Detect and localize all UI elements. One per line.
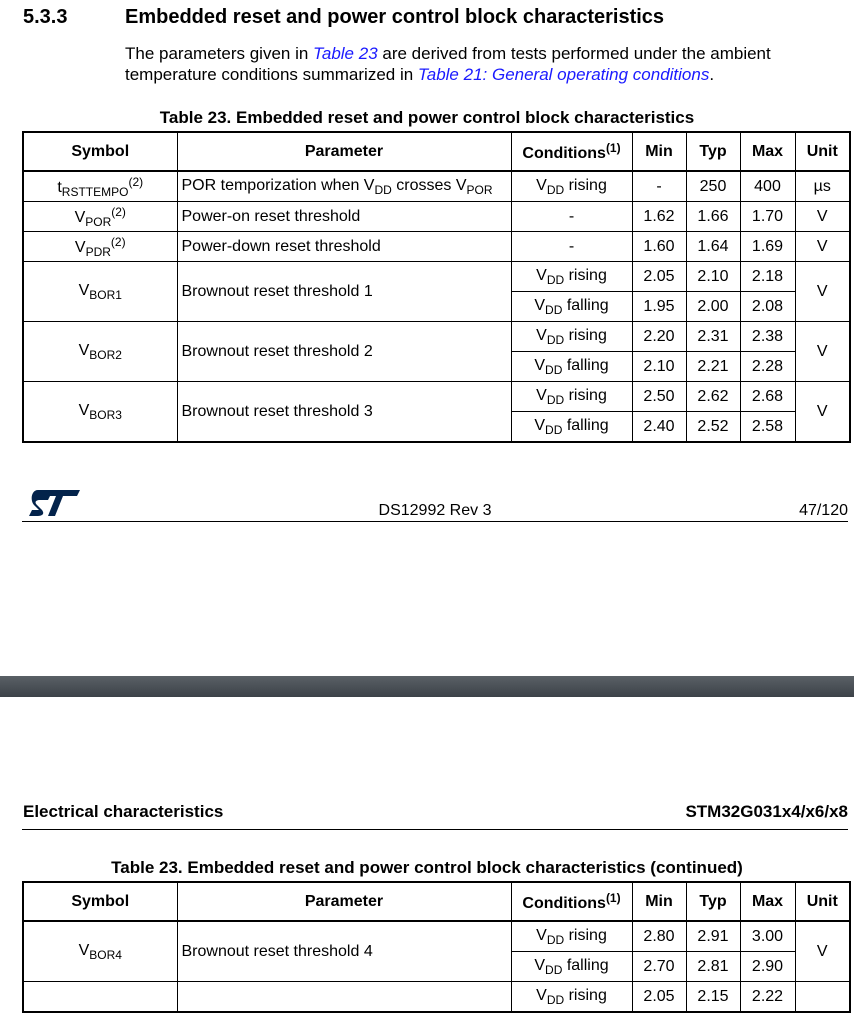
typ-cell: 2.15: [686, 982, 740, 1013]
condition-cell: [511, 952, 632, 982]
min-cell: 2.20: [632, 322, 686, 352]
unit-cell: V: [795, 382, 850, 443]
cond-base: V: [534, 356, 546, 374]
header-conditions-label: Conditions: [522, 144, 606, 162]
cond-base: V: [536, 386, 547, 404]
cond-base: V: [536, 326, 547, 344]
cond-base: V: [534, 956, 546, 974]
param-sub: POR: [466, 182, 493, 197]
symbol-base: V: [78, 941, 90, 959]
unit-cell: µs: [795, 171, 850, 202]
footnote-ref: (2): [110, 234, 126, 249]
table-header-row: [23, 882, 850, 921]
header-symbol: Symbol: [23, 882, 177, 921]
unit-cell: V: [795, 322, 850, 382]
typ-cell: 2.91: [686, 921, 740, 952]
symbol-cell: [23, 171, 177, 202]
characteristics-table-continued: [22, 881, 851, 1013]
condition-cell: [511, 982, 632, 1013]
symbol-cell: [23, 202, 177, 232]
min-cell: 2.05: [632, 982, 686, 1013]
cond-base: V: [534, 416, 546, 434]
header-min: Min: [632, 882, 686, 921]
cond-base: V: [534, 296, 546, 314]
condition-cell: -: [511, 202, 632, 232]
parameter-cell: Power-on reset threshold: [177, 202, 511, 232]
symbol-sub: BOR4: [89, 947, 122, 962]
footnote-ref: (2): [128, 174, 144, 189]
unit-cell: V: [795, 921, 850, 982]
cond-base: V: [536, 986, 547, 1004]
cond-text: rising: [564, 326, 607, 344]
cond-sub: DD: [545, 962, 563, 977]
symbol-sub: BOR3: [89, 407, 122, 422]
cond-sub: DD: [546, 932, 565, 947]
cond-sub: DD: [545, 302, 563, 317]
unit-cell: V: [795, 202, 850, 232]
condition-cell: [511, 171, 632, 202]
table-21-link[interactable]: Table 21: General operating conditions: [417, 65, 710, 84]
typ-cell: 2.00: [686, 292, 740, 322]
header-symbol: Symbol: [23, 132, 177, 171]
typ-cell: 2.81: [686, 952, 740, 982]
table-caption: Table 23. Embedded reset and power control block characteristics (continued): [111, 858, 743, 877]
cond-base: V: [536, 176, 547, 194]
condition-cell: [511, 921, 632, 952]
symbol-base: t: [57, 178, 62, 196]
footnote-ref: (1): [605, 140, 621, 155]
parameter-cell: Power-down reset threshold: [177, 232, 511, 262]
max-cell: 400: [740, 171, 795, 202]
symbol-sub: RSTTEMPO: [61, 184, 129, 199]
typ-cell: 2.31: [686, 322, 740, 352]
table-row: [23, 322, 850, 352]
intro-text: are derived from tests performed under the ambient temperature conditions summarized in: [125, 44, 771, 84]
param-sub: DD: [374, 182, 392, 197]
cond-sub: DD: [545, 362, 563, 377]
typ-cell: 2.10: [686, 262, 740, 292]
header-parameter: Parameter: [177, 882, 511, 921]
table-row: [23, 921, 850, 952]
table-23-link[interactable]: Table 23: [313, 44, 378, 63]
max-cell: 1.69: [740, 232, 795, 262]
condition-cell: [511, 262, 632, 292]
symbol-sub: POR: [85, 214, 112, 229]
min-cell: 2.40: [632, 412, 686, 443]
doc-id: DS12992 Rev 3: [378, 502, 492, 519]
max-cell: 2.08: [740, 292, 795, 322]
footnote-ref: (2): [111, 204, 126, 219]
min-cell: 2.50: [632, 382, 686, 412]
symbol-base: V: [74, 208, 86, 226]
table-row: [23, 982, 850, 1013]
symbol-cell: [23, 982, 177, 1013]
min-cell: 1.60: [632, 232, 686, 262]
condition-cell: [511, 382, 632, 412]
param-text: crosses V: [391, 176, 467, 194]
condition-cell: [511, 292, 632, 322]
min-cell: 2.80: [632, 921, 686, 952]
header-max: Max: [740, 882, 795, 921]
parameter-cell: [177, 982, 511, 1013]
intro-text: .: [709, 65, 715, 84]
table-caption: Table 23. Embedded reset and power control block characteristics: [159, 108, 695, 127]
header-unit: Unit: [795, 882, 850, 921]
page-header-left: Electrical characteristics: [23, 802, 224, 821]
symbol-base: V: [78, 281, 90, 299]
min-cell: 1.62: [632, 202, 686, 232]
min-cell: 2.05: [632, 262, 686, 292]
cond-base: V: [536, 926, 547, 944]
page-number: 47/120: [799, 502, 848, 519]
cond-text: rising: [564, 926, 607, 944]
condition-cell: [511, 322, 632, 352]
table-row: [23, 232, 850, 262]
cond-text: rising: [564, 386, 607, 404]
parameter-cell: Brownout reset threshold 2: [177, 322, 511, 382]
cond-text: falling: [562, 356, 609, 374]
symbol-cell: [23, 262, 177, 322]
min-cell: 2.10: [632, 352, 686, 382]
table-row: [23, 382, 850, 412]
cond-sub: DD: [546, 332, 565, 347]
unit-cell: V: [795, 262, 850, 322]
typ-cell: 1.66: [686, 202, 740, 232]
symbol-sub: BOR2: [89, 347, 122, 362]
section-title: Embedded reset and power control block characteristics: [125, 6, 665, 28]
max-cell: 2.58: [740, 412, 795, 443]
typ-cell: 2.52: [686, 412, 740, 443]
max-cell: 1.70: [740, 202, 795, 232]
typ-cell: 2.21: [686, 352, 740, 382]
cond-sub: DD: [546, 272, 565, 287]
max-cell: 2.68: [740, 382, 795, 412]
header-unit: Unit: [795, 132, 850, 171]
unit-cell: [795, 982, 850, 1013]
footer-rule: [22, 521, 848, 522]
condition-cell: -: [511, 232, 632, 262]
max-cell: 3.00: [740, 921, 795, 952]
page-header-right: STM32G031x4/x6/x8: [685, 802, 848, 821]
min-cell: 1.95: [632, 292, 686, 322]
cond-text: rising: [564, 986, 607, 1004]
max-cell: 2.90: [740, 952, 795, 982]
cond-sub: DD: [546, 182, 565, 197]
header-min: Min: [632, 132, 686, 171]
header-typ: Typ: [686, 882, 740, 921]
parameter-cell: Brownout reset threshold 1: [177, 262, 511, 322]
max-cell: 2.38: [740, 322, 795, 352]
max-cell: 2.22: [740, 982, 795, 1013]
symbol-base: V: [78, 401, 90, 419]
header-max: Max: [740, 132, 795, 171]
table-row: [23, 262, 850, 292]
typ-cell: 1.64: [686, 232, 740, 262]
typ-cell: 250: [686, 171, 740, 202]
symbol-sub: PDR: [85, 244, 111, 259]
unit-cell: V: [795, 232, 850, 262]
cond-text: falling: [562, 296, 609, 314]
symbol-cell: [23, 232, 177, 262]
cond-sub: DD: [546, 392, 565, 407]
header-conditions-label: Conditions: [522, 894, 606, 912]
section-number: 5.3.3: [23, 6, 68, 28]
condition-cell: [511, 412, 632, 443]
symbol-cell: [23, 382, 177, 443]
header-rule: [22, 829, 848, 830]
section-intro: [125, 43, 825, 85]
table-header-row: [23, 132, 850, 171]
intro-text: The parameters given in: [125, 44, 314, 63]
header-parameter: Parameter: [177, 132, 511, 171]
page-divider: [0, 676, 854, 697]
cond-sub: DD: [545, 422, 563, 437]
cond-text: falling: [562, 956, 609, 974]
cond-sub: DD: [546, 992, 565, 1007]
characteristics-table: [22, 131, 851, 443]
typ-cell: 2.62: [686, 382, 740, 412]
header-conditions: [511, 132, 632, 171]
symbol-base: V: [74, 238, 86, 256]
table-row: [23, 171, 850, 202]
min-cell: 2.70: [632, 952, 686, 982]
min-cell: -: [632, 171, 686, 202]
param-text: POR temporization when V: [181, 176, 375, 194]
symbol-cell: [23, 322, 177, 382]
footnote-ref: (1): [605, 890, 621, 905]
table-row: [23, 202, 850, 232]
symbol-base: V: [78, 341, 90, 359]
cond-base: V: [536, 266, 547, 284]
max-cell: 2.28: [740, 352, 795, 382]
cond-text: rising: [564, 176, 607, 194]
parameter-cell: [177, 171, 511, 202]
header-conditions: [511, 882, 632, 921]
max-cell: 2.18: [740, 262, 795, 292]
cond-text: falling: [562, 416, 609, 434]
parameter-cell: Brownout reset threshold 3: [177, 382, 511, 443]
condition-cell: [511, 352, 632, 382]
parameter-cell: Brownout reset threshold 4: [177, 921, 511, 982]
header-typ: Typ: [686, 132, 740, 171]
cond-text: rising: [564, 266, 607, 284]
symbol-sub: BOR1: [89, 287, 122, 302]
symbol-cell: [23, 921, 177, 982]
